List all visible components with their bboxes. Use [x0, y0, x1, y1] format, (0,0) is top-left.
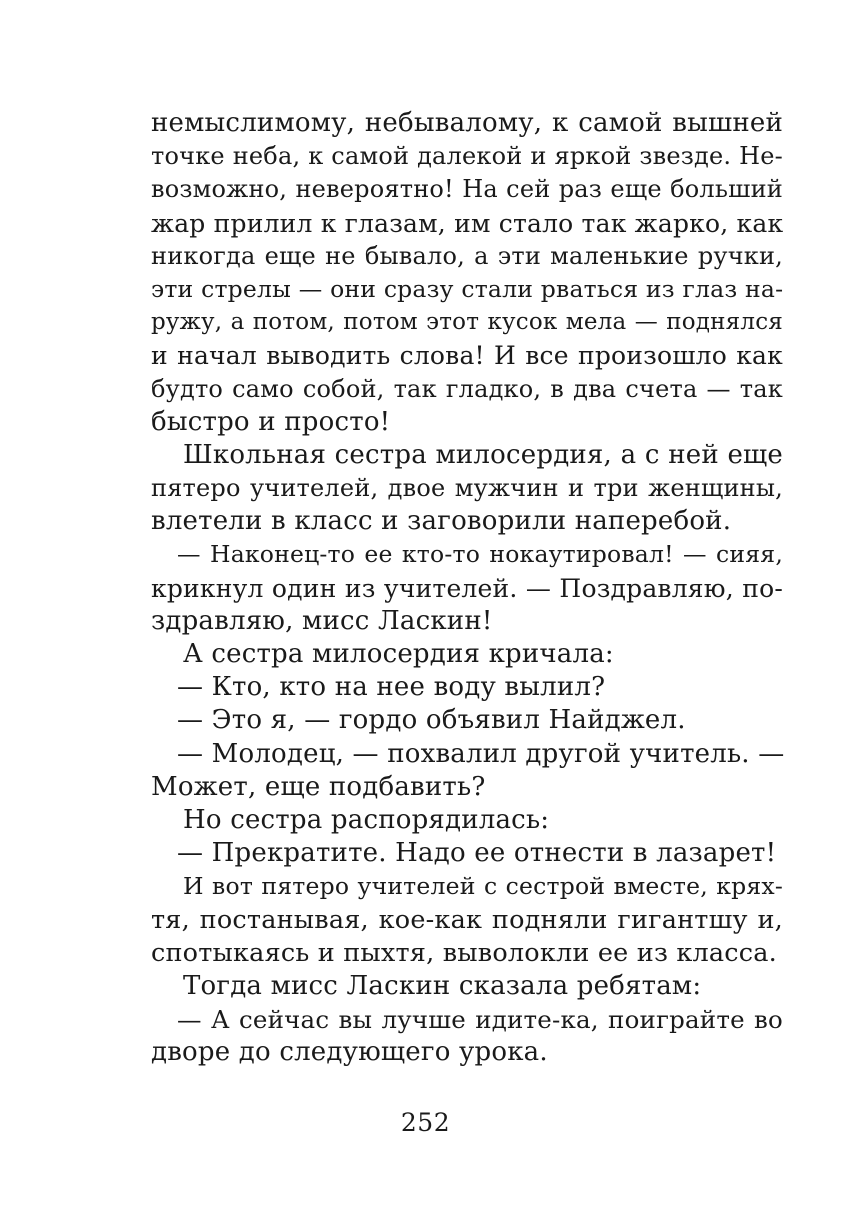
text-line: Тогда мисс Ласкин сказала ребятам:	[183, 970, 702, 1001]
text-line: ружу, а потом, потом этот кусок мела — поднялся	[151, 309, 783, 336]
text-line: Может, еще подбавить?	[151, 771, 486, 802]
text-line: — Молодец, — похвалил другой учитель. —	[177, 738, 785, 769]
text-line: дворе до следующего урока.	[151, 1037, 548, 1068]
text-line: точке неба, к самой далекой и яркой звезде. Не-	[151, 142, 783, 171]
text-line: здравляю, мисс Ласкин!	[151, 605, 493, 636]
text-line: — Прекратите. Надо ее отнести в лазарет!	[177, 838, 777, 869]
text-line: спотыкаясь и пыхтя, выволокли ее из класса.	[151, 937, 777, 968]
text-line: эти стрелы — они сразу стали рваться из глаз на-	[151, 274, 784, 303]
text-line: будто само собой, так гладко, в два счета — так	[151, 374, 783, 403]
text-line: — Наконец-то ее кто-то нокаутировал! — сияя,	[177, 540, 783, 569]
text-line: пятеро учителей, двое мужчин и три женщины,	[151, 474, 783, 503]
text-line: Но сестра распорядилась:	[183, 804, 550, 835]
text-line: немыслимому, небывалому, к самой вышней	[151, 108, 783, 138]
text-line: никогда еще не бывало, а эти маленькие ручки,	[151, 241, 783, 270]
text-line: быстро и просто!	[151, 406, 391, 437]
text-line: и начал выводить слова! И все произошло как	[151, 341, 783, 371]
text-line: жар прилил к глазам, им стало так жарко, как	[151, 208, 784, 238]
page-number: 252	[400, 1108, 451, 1137]
text-line: Школьная сестра милосердия, а с ней еще	[183, 439, 783, 470]
text-line: тя, постанывая, кое-как подняли гигантшу и,	[151, 904, 783, 935]
text-line: А сестра милосердия кричала:	[183, 639, 614, 669]
text-line: — Кто, кто на нее воду вылил?	[177, 672, 606, 703]
text-line: крикнул один из учителей. — Поздравляю, по-	[151, 573, 783, 603]
body-text	[151, 107, 783, 1069]
text-line: влетели в класс и заговорили наперебой.	[151, 506, 732, 537]
text-line: И вот пятеро учителей с сестрой вместе, крях-	[183, 872, 783, 901]
text-line: — А сейчас вы лучше идите-ка, поиграйте во	[177, 1005, 783, 1035]
text-line: — Это я, — гордо объявил Найджел.	[177, 705, 686, 736]
text-line: возможно, невероятно! На сей раз еще больший	[151, 175, 783, 204]
